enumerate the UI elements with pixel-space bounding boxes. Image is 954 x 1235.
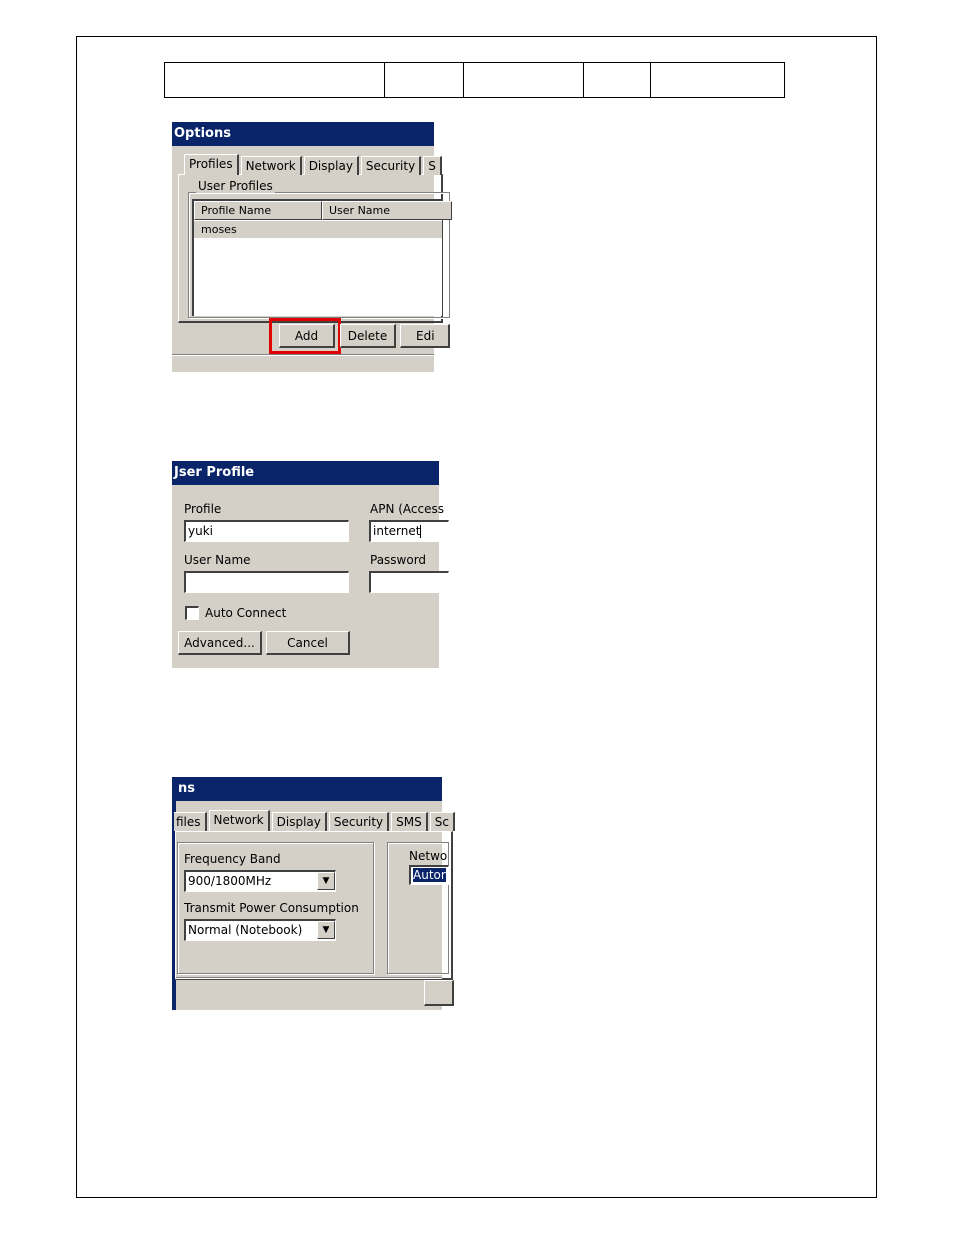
table-row[interactable]	[194, 221, 442, 238]
tab-security[interactable]: Security	[361, 156, 421, 175]
chevron-down-icon[interactable]: ▼	[317, 872, 335, 890]
header-cell	[584, 63, 651, 98]
power-combo[interactable]	[184, 919, 336, 941]
profile-label: Profile	[184, 502, 222, 516]
text-caret	[420, 525, 421, 538]
tab-display[interactable]: Display	[304, 156, 359, 175]
tab-sms[interactable]: SMS	[391, 812, 428, 831]
apn-field[interactable]	[369, 520, 449, 542]
edit-button[interactable]: Edi	[400, 324, 450, 348]
auto-connect-label: Auto Connect	[205, 606, 287, 620]
header-cell	[165, 63, 385, 98]
header-cell	[385, 63, 464, 98]
frequency-combo[interactable]	[184, 870, 336, 892]
tab-security[interactable]: Security	[329, 812, 389, 831]
auto-connect-checkbox[interactable]	[185, 606, 199, 620]
header-cell	[651, 63, 785, 98]
user-profiles-group-label: User Profiles	[198, 179, 273, 193]
network-dialog	[172, 777, 449, 1010]
username-label: User Name	[184, 553, 251, 567]
power-label: Transmit Power Consumption	[184, 901, 359, 915]
column-header-profile-name[interactable]: Profile Name	[194, 201, 322, 220]
delete-button[interactable]: Delete	[340, 324, 396, 348]
options-title: Options	[172, 122, 434, 146]
user-profile-dialog	[172, 461, 444, 668]
password-field[interactable]	[369, 571, 449, 593]
row-profile-name: moses	[201, 223, 237, 236]
username-field[interactable]	[184, 571, 349, 593]
network-combo[interactable]	[409, 865, 449, 885]
network-label: Netwo	[409, 849, 448, 863]
power-value: Normal (Notebook)	[188, 923, 303, 937]
apn-label: APN (Access	[370, 502, 444, 516]
options-dialog	[172, 122, 434, 372]
user-profile-title: Jser Profile	[172, 461, 439, 485]
apn-value: internet	[373, 524, 421, 538]
frequency-value: 900/1800MHz	[188, 874, 272, 888]
tab-profiles[interactable]: Profiles	[184, 154, 239, 175]
ok-button[interactable]	[424, 980, 454, 1006]
cancel-button[interactable]: Cancel	[266, 631, 350, 655]
network-title: ns	[172, 777, 442, 801]
header-table	[164, 62, 785, 98]
network-tabs	[174, 812, 457, 832]
advanced-button[interactable]: Advanced...	[178, 631, 262, 655]
password-label: Password	[370, 553, 427, 567]
header-cell	[464, 63, 584, 98]
profile-field[interactable]: yuki	[184, 520, 349, 542]
tab-sms[interactable]: S	[423, 156, 442, 175]
options-tabs	[184, 156, 444, 176]
tab-network[interactable]: Network	[209, 810, 270, 831]
tab-display[interactable]: Display	[272, 812, 327, 831]
column-header-user-name[interactable]: User Name	[322, 201, 452, 220]
add-button[interactable]: Add	[279, 324, 335, 348]
tab-sc[interactable]: Sc	[430, 812, 455, 831]
network-divider	[176, 977, 442, 979]
options-divider	[172, 354, 434, 356]
tab-network[interactable]: Network	[241, 156, 302, 175]
profiles-listview[interactable]	[192, 199, 442, 316]
tab-profiles[interactable]: files	[174, 812, 207, 831]
chevron-down-icon[interactable]: ▼	[317, 921, 335, 939]
network-value: Autor	[413, 868, 446, 882]
frequency-label: Frequency Band	[184, 852, 281, 866]
